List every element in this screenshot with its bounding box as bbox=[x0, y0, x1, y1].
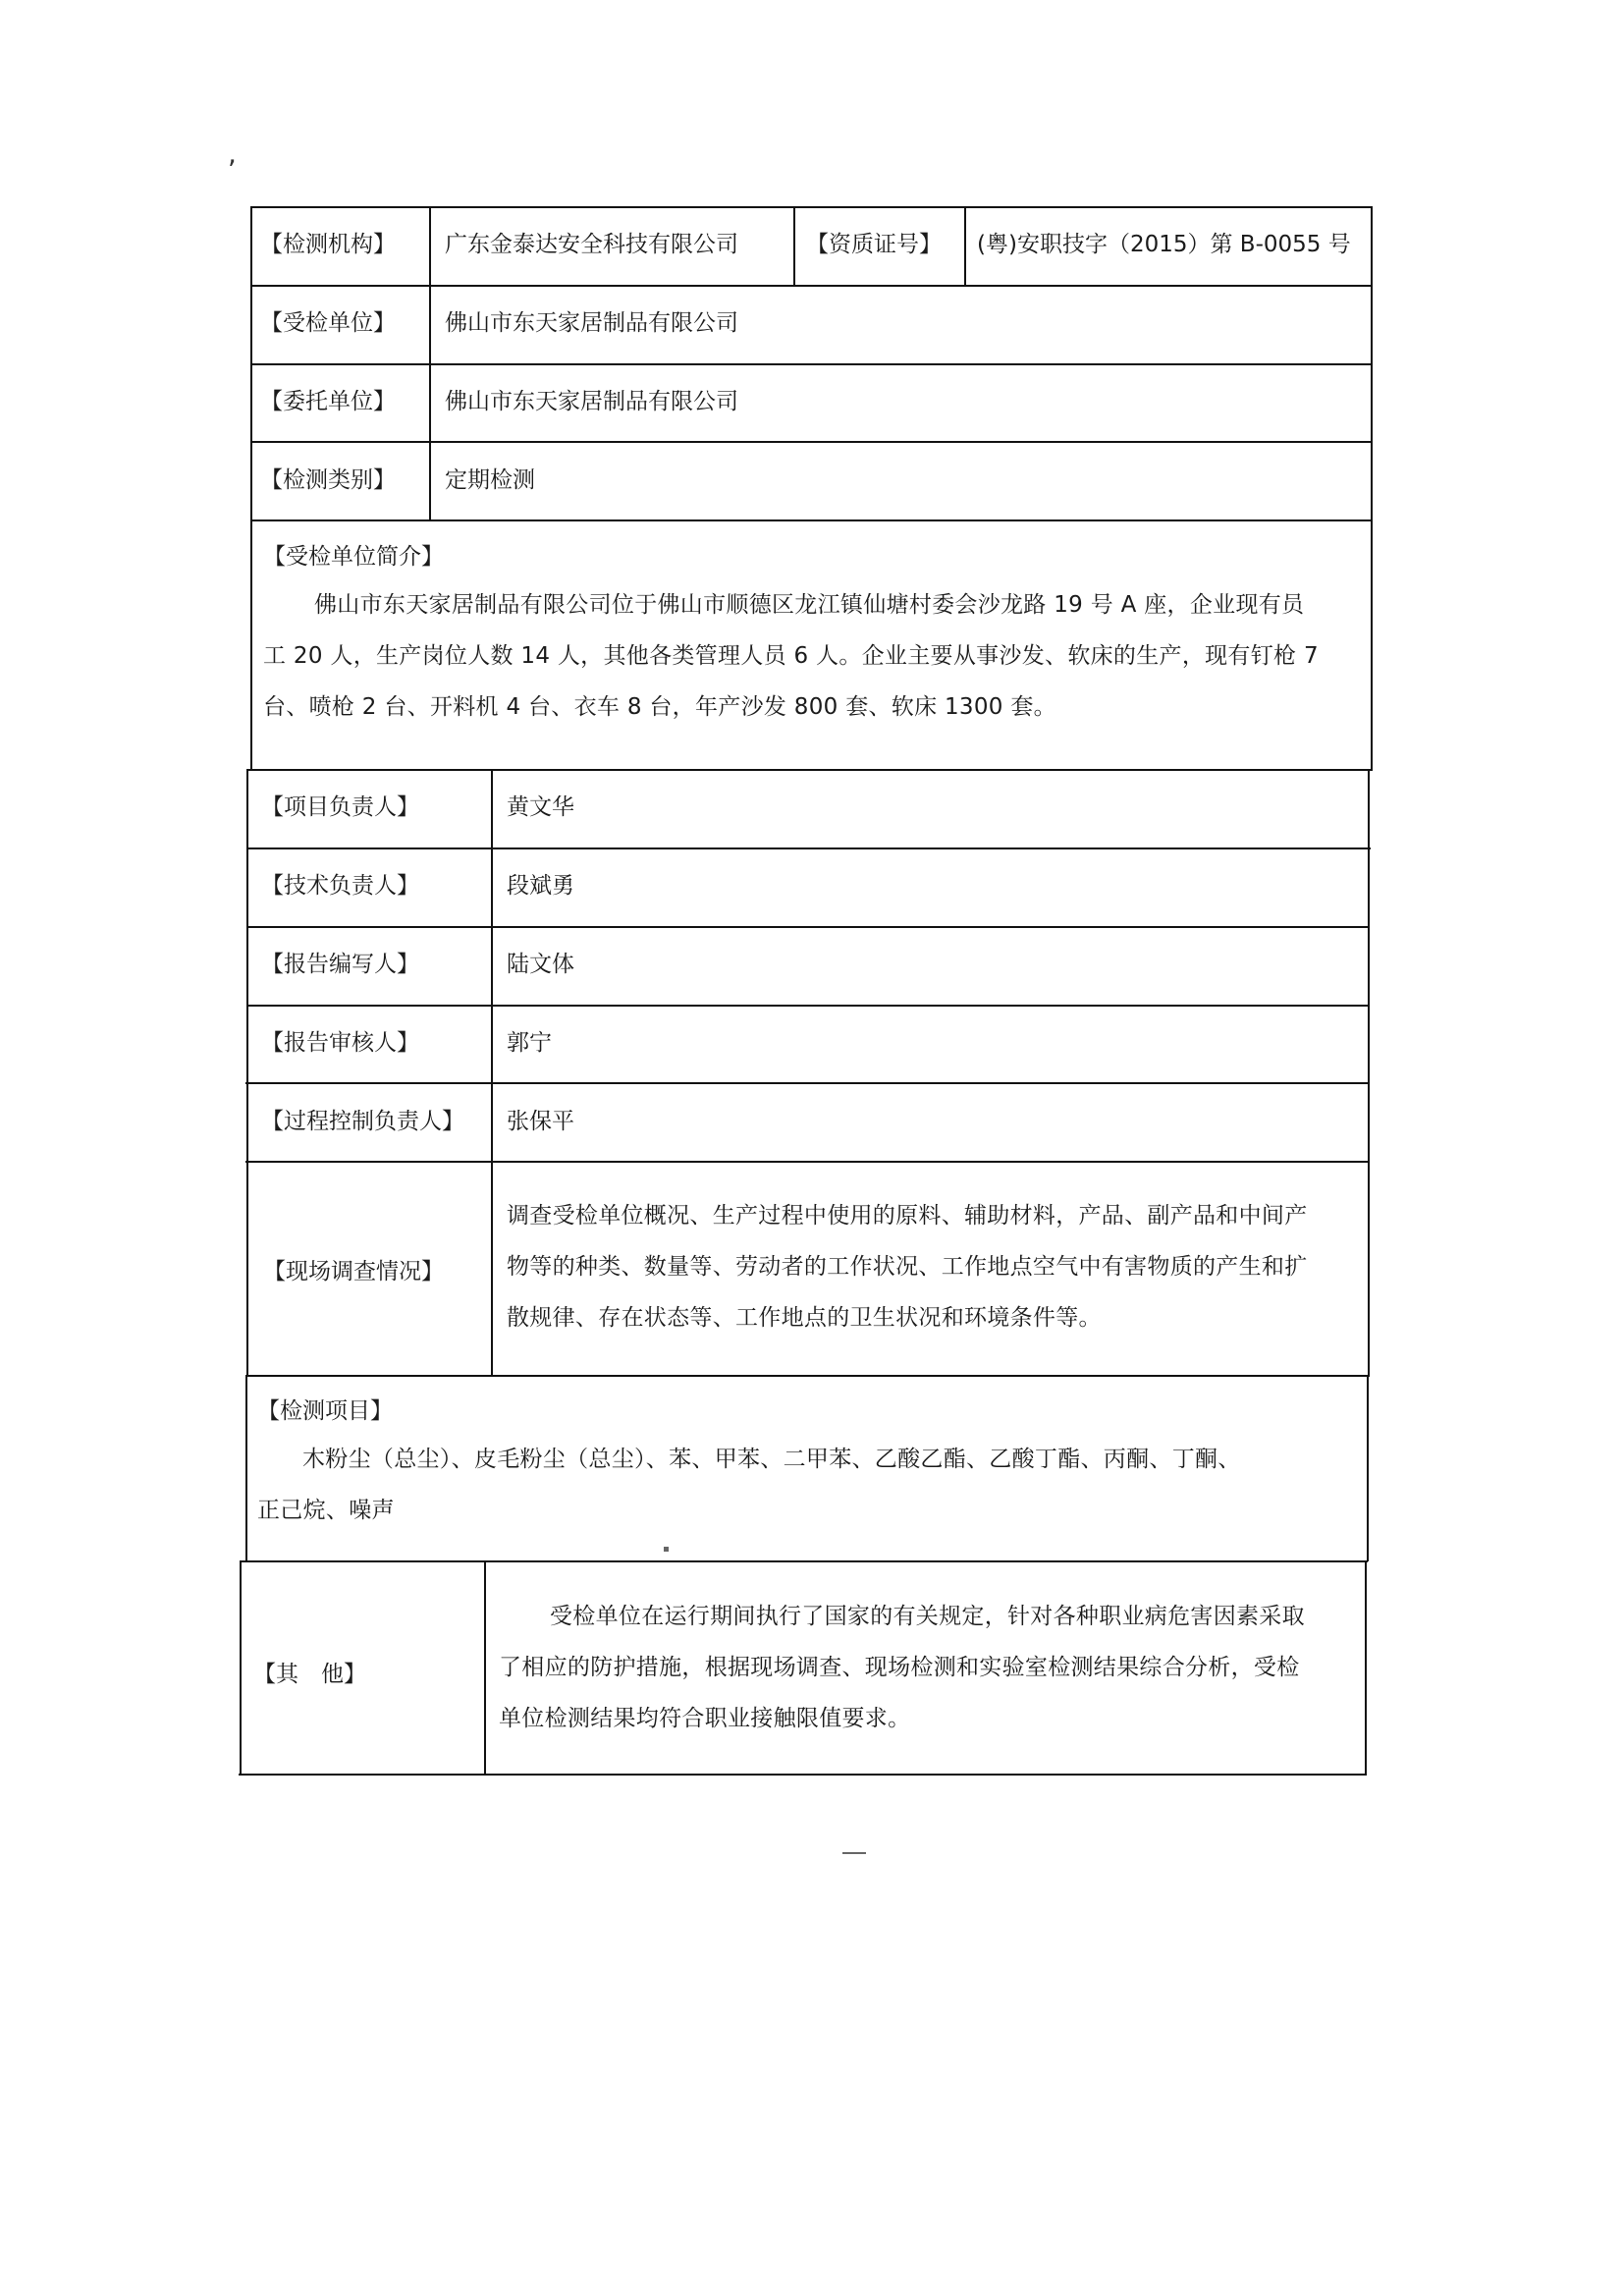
survey-line-2: 物等的种类、数量等、劳动者的工作状况、工作地点空气中有害物质的产生和扩 bbox=[507, 1254, 1308, 1280]
survey-line-3: 散规律、存在状态等、工作地点的卫生状况和环境条件等。 bbox=[507, 1305, 1102, 1331]
client-unit-label: 【委托单位】 bbox=[260, 389, 396, 415]
inspected-unit-label: 【受检单位】 bbox=[260, 310, 396, 337]
category-label: 【检测类别】 bbox=[260, 467, 396, 494]
other-line-2: 了相应的防护措施，根据现场调查、现场检测和实验室检测结果综合分析，受检 bbox=[499, 1655, 1300, 1680]
process-control-value: 张保平 bbox=[507, 1109, 574, 1135]
survey-line-1: 调查受检单位概况、生产过程中使用的原料、辅助材料，产品、副产品和中间产 bbox=[507, 1203, 1308, 1229]
agency-value: 广东金泰达安全科技有限公司 bbox=[445, 232, 738, 258]
people-row-project-lead bbox=[246, 769, 1369, 847]
survey-label: 【现场调查情况】 bbox=[263, 1259, 444, 1285]
header-row-category bbox=[250, 442, 1373, 520]
people-row-reviewer bbox=[246, 1005, 1369, 1083]
header-row-agency bbox=[250, 206, 1373, 285]
category-value: 定期检测 bbox=[445, 467, 535, 494]
project-lead-value: 黄文华 bbox=[507, 794, 574, 821]
people-row-tech-lead bbox=[246, 847, 1369, 926]
reviewer-value: 郭宁 bbox=[507, 1030, 552, 1057]
scan-dot bbox=[664, 1547, 669, 1552]
certificate-label: 【资质证号】 bbox=[806, 232, 942, 258]
reviewer-label: 【报告审核人】 bbox=[261, 1030, 419, 1057]
other-line-1: 受检单位在运行期间执行了国家的有关规定，针对各种职业病危害因素采取 bbox=[550, 1604, 1305, 1629]
intro-line-3: 台、喷枪 2 台、开料机 4 台、衣车 8 台，年产沙发 800 套、软床 1300 套。 bbox=[263, 694, 1056, 720]
people-row-writer bbox=[246, 926, 1369, 1005]
items-label: 【检测项目】 bbox=[257, 1398, 393, 1424]
people-row-process-control bbox=[246, 1083, 1369, 1162]
tech-lead-label: 【技术负责人】 bbox=[261, 873, 419, 900]
tech-lead-value: 段斌勇 bbox=[507, 873, 574, 900]
process-control-label: 【过程控制负责人】 bbox=[261, 1109, 464, 1135]
intro-label: 【受检单位简介】 bbox=[263, 544, 444, 570]
inspected-unit-value: 佛山市东天家居制品有限公司 bbox=[445, 310, 738, 337]
writer-value: 陆文体 bbox=[507, 952, 574, 978]
project-lead-label: 【项目负责人】 bbox=[261, 794, 419, 821]
header-row-inspected bbox=[250, 285, 1373, 363]
items-line-2: 正己烷、噪声 bbox=[257, 1498, 395, 1523]
scan-speck: , bbox=[228, 137, 237, 170]
scan-dash bbox=[842, 1852, 866, 1854]
certificate-value: (粤)安职技字（2015）第 B-0055 号 bbox=[977, 232, 1351, 258]
items-line-1: 木粉尘（总尘）、皮毛粉尘（总尘）、苯、甲苯、二甲苯、乙酸乙酯、乙酸丁酯、丙酮、丁酮、 bbox=[302, 1447, 1241, 1472]
other-line-3: 单位检测结果均符合职业接触限值要求。 bbox=[499, 1706, 911, 1731]
intro-line-2: 工 20 人，生产岗位人数 14 人，其他各类管理人员 6 人。企业主要从事沙发、软床的生产，现有钉枪 7 bbox=[263, 643, 1319, 669]
other-label: 【其 他】 bbox=[253, 1662, 366, 1687]
client-unit-value: 佛山市东天家居制品有限公司 bbox=[445, 389, 738, 415]
writer-label: 【报告编写人】 bbox=[261, 952, 419, 978]
header-row-client bbox=[250, 363, 1373, 442]
agency-label: 【检测机构】 bbox=[260, 232, 396, 258]
intro-line-1: 佛山市东天家居制品有限公司位于佛山市顺德区龙江镇仙塘村委会沙龙路 19 号 A 座，企业现有员 bbox=[314, 592, 1305, 618]
